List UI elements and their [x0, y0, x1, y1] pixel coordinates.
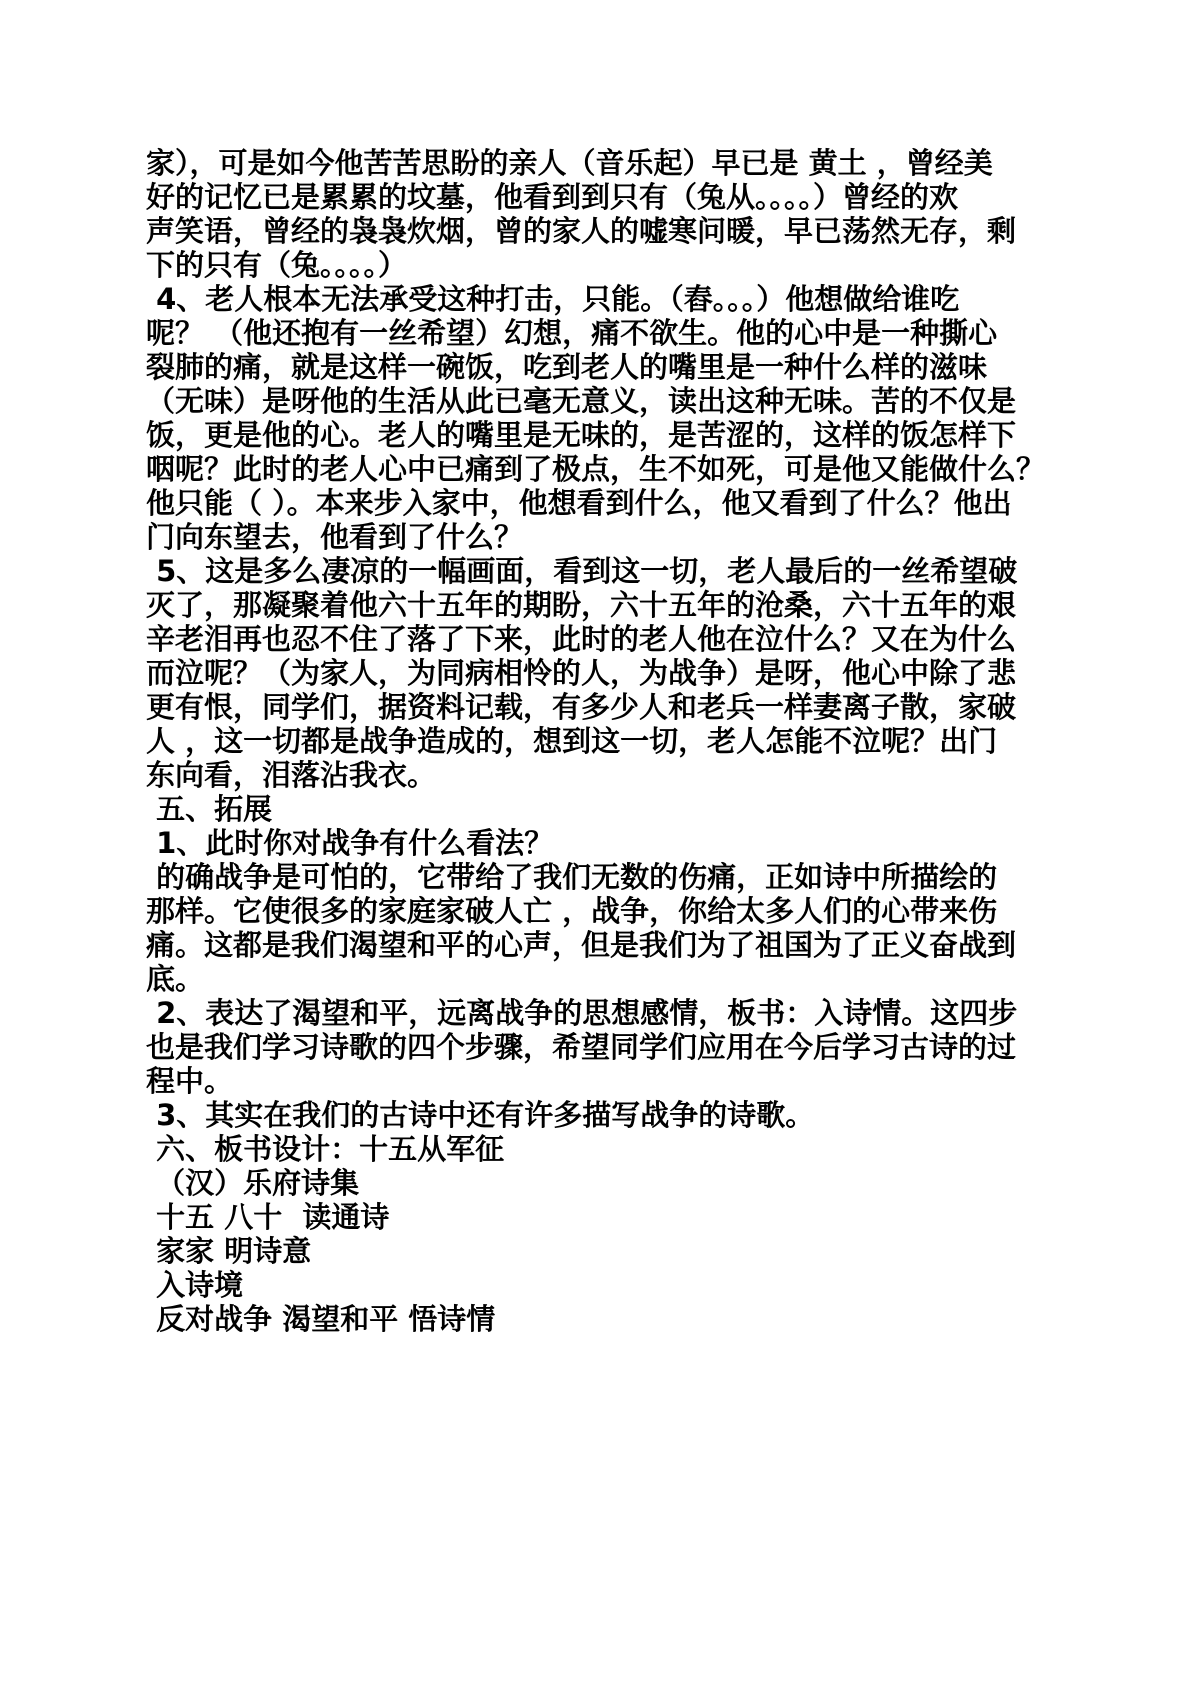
text-line: 3、其实在我们的古诗中还有许多描写战争的诗歌。 — [146, 1098, 815, 1132]
board-line: 反对战争 渴望和平 悟诗情 — [146, 1302, 496, 1336]
text-line: 家），可是如今他苦苦思盼的亲人（音乐起）早已是 黄土 ，曾经美 — [146, 146, 993, 180]
text-line: 人 ，这一切都是战争造成的，想到这一切，老人怎能不泣呢？出门 — [146, 724, 998, 758]
board-line: （汉）乐府诗集 — [146, 1166, 360, 1200]
text-line: 好的记忆已是累累的坟墓，他看到到只有（兔从。。。。）曾经的欢 — [146, 180, 959, 214]
document-body — [146, 146, 1096, 1336]
text-line: 也是我们学习诗歌的四个步骤，希望同学们应用在今后学习古诗的过 — [146, 1030, 1017, 1064]
board-line: 家家 明诗意 — [146, 1234, 312, 1268]
section-heading: 六、板书设计：十五从军征 — [146, 1132, 505, 1166]
text-line: 门向东望去，他看到了什么？ — [146, 520, 524, 554]
text-line: 声笑语，曾经的袅袅炊烟，曾的家人的嘘寒问暖，早已荡然无存，剩 — [146, 214, 1017, 248]
text-line: （无味）是呀他的生活从此已毫无意义，读出这种无味。苦的不仅是 — [146, 384, 1017, 418]
text-line: 5、这是多么凄凉的一幅画面，看到这一切，老人最后的一丝希望破 — [146, 554, 1018, 588]
text-line: 辛老泪再也忍不住了落了下来，此时的老人他在泣什么？又在为什么 — [146, 622, 1017, 656]
text-line: 痛。这都是我们渴望和平的心声，但是我们为了祖国为了正义奋战到 — [146, 928, 1017, 962]
text-line: 4、老人根本无法承受这种打击，只能。（舂。。。）他想做给谁吃 — [146, 282, 960, 316]
text-line: 1、此时你对战争有什么看法？ — [146, 826, 554, 860]
text-line: 裂肺的痛，就是这样一碗饭，吃到老人的嘴里是一种什么样的滋味 — [146, 350, 988, 384]
board-line: 十五 八十 读通诗 — [146, 1200, 390, 1234]
text-line: 的确战争是可怕的，它带给了我们无数的伤痛，正如诗中所描绘的 — [146, 860, 998, 894]
board-line: 入诗境 — [146, 1268, 244, 1302]
text-line: 而泣呢？（为家人，为同病相怜的人，为战争）是呀，他心中除了悲 — [146, 656, 1017, 690]
text-line: 更有恨，同学们，据资料记载，有多少人和老兵一样妻离子散，家破 — [146, 690, 1017, 724]
text-line: 程中。 — [146, 1064, 234, 1098]
text-line: 饭，更是他的心。老人的嘴里是无味的，是苦涩的，这样的饭怎样下 — [146, 418, 1017, 452]
text-line: 2、表达了渴望和平，远离战争的思想感情，板书：入诗情。这四步 — [146, 996, 1018, 1030]
section-heading: 五、拓展 — [146, 792, 273, 826]
text-line: 灭了，那凝聚着他六十五年的期盼，六十五年的沧桑，六十五年的艰 — [146, 588, 1017, 622]
text-line: 东向看，泪落沾我衣。 — [146, 758, 437, 792]
text-line: 下的只有（兔。。。。） — [146, 248, 408, 282]
text-line: 咽呢？此时的老人心中已痛到了极点，生不如死，可是他又能做什么？ — [146, 452, 1046, 486]
text-line: 呢？ （他还抱有一丝希望）幻想，痛不欲生。他的心中是一种撕心 — [146, 316, 998, 350]
text-line: 底。 — [146, 962, 205, 996]
text-line: 那样。它使很多的家庭家破人亡 ，战争，你给太多人们的心带来伤 — [146, 894, 998, 928]
text-line: 他只能（ ）。本来步入家中，他想看到什么，他又看到了什么？他出 — [146, 486, 1012, 520]
